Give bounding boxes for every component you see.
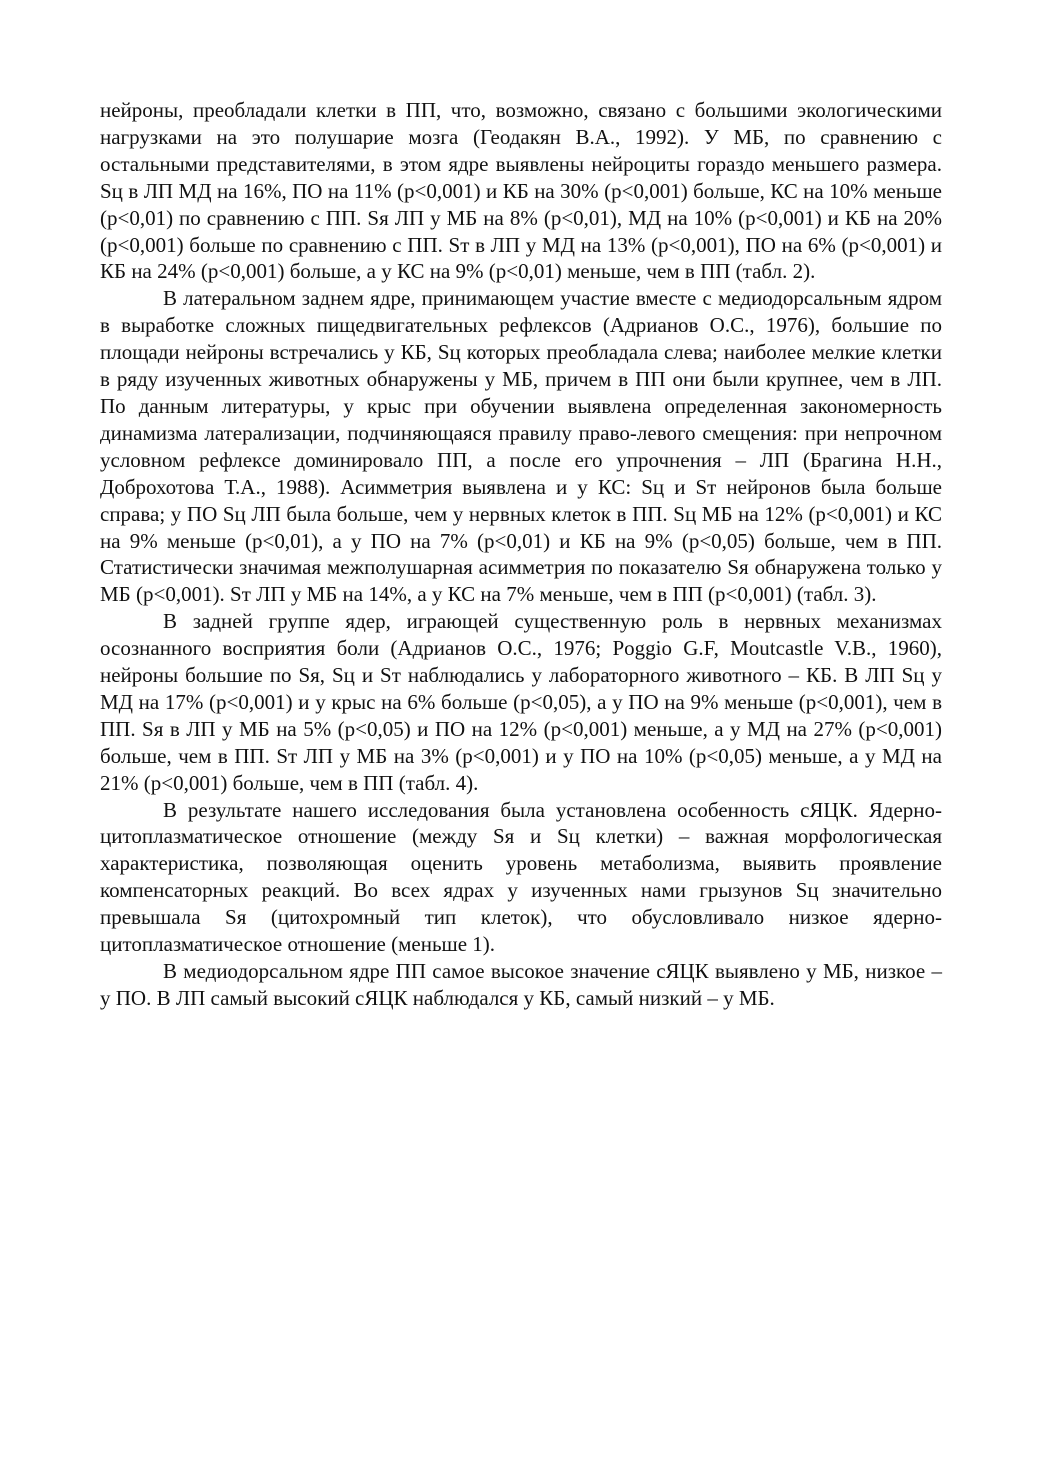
document-page [100, 97, 942, 1012]
paragraph-continuation: нейроны, преобладали клетки в ПП, что, возможно, связано с большими экологическими нагрузками на это полушарие мозга (Геодакян В.А., 1992). У МБ, по сравнению с остальными представителями, в этом ядре выявлены нейроциты гораздо меньшего размера. Sц в ЛП МД на 16%, ПО на 11% (р<0,001) и КБ на 30% (р<0,001) больше, КС на 10% меньше (р<0,01) по сравнению с ПП. Sя ЛП у МБ на 8% (р<0,01), МД на 10% (р<0,001) и КБ на 20% (р<0,001) больше по сравнению с ПП. Sт в ЛП у МД на 13% (р<0,001), ПО на 6% (р<0,001) и КБ на 24% (р<0,001) больше, а у КС на 9% (р<0,01) меньше, чем в ПП (табл. 2). [100, 98, 942, 284]
paragraph-lateral-posterior-nucleus: В латеральном заднем ядре, принимающем участие вместе с медиодорсальным ядром в выработке сложных пищедвигательных рефлексов (Адрианов О.С., 1976), большие по площади нейроны встречались у КБ, Sц которых преобладала слева; наиболее мелкие клетки в ряду изученных животных обнаружены у МБ, причем в ПП они были крупнее, чем в ЛП. По данным литературы, у крыс при обучении выявлена определенная закономерность динамизма латерализации, подчиняющаяся правилу право-левого смещения: при непрочном условном рефлексе доминировало ПП, а после его упрочнения – ЛП (Брагина Н.Н., Доброхотова Т.А., 1988). Асимметрия выявлена и у КС: Sц и Sт нейронов была больше справа; у ПО Sц ЛП была больше, чем у нервных клеток в ПП. Sц МБ на 12% (р<0,001) и КС на 9% меньше (р<0,01), а у ПО на 7% (р<0,01) и КБ на 9% (р<0,05) больше, чем в ПП. Статистически значимая межполушарная асимметрия по показателю Sя обнаружена только у МБ (р<0,001). Sт ЛП у МБ на 14%, а у КС на 7% меньше, чем в ПП (р<0,001) (табл. 3). [100, 286, 942, 607]
paragraph-posterior-nuclei-group: В задней группе ядер, играющей существенную роль в нервных механизмах осознанного восприятия боли (Адрианов О.С., 1976; Poggio G.F, Moutcastle V.B., 1960), нейроны большие по Sя, Sц и Sт наблюдались у лабораторного животного – КБ. В ЛП Sц у МД на 17% (р<0,001) и у крыс на 6% больше (р<0,05), а у ПО на 9% меньше (р<0,001), чем в ПП. Sя в ЛП у МБ на 5% (р<0,05) и ПО на 12% (р<0,001) меньше, а у МД на 27% (р<0,001) больше, чем в ПП. Sт ЛП у МБ на 3% (р<0,001) и у ПО на 10% (р<0,05) меньше, а у МД на 21% (р<0,001) больше, чем в ПП (табл. 4). [100, 609, 942, 795]
paragraph-mediodorsal-nucleus: В медиодорсальном ядре ПП самое высокое значение сЯЦК выявлено у МБ, низкое – у ПО. В ЛП самый высокий сЯЦК наблюдался у КБ, самый низкий – у МБ. [100, 959, 942, 1010]
paragraph-nuclear-cytoplasmic-ratio: В результате нашего исследования была установлена особенность сЯЦК. Ядерно-цитоплазматическое отношение (между Sя и Sц клетки) – важная морфологическая характеристика, позволяющая оценить уровень метаболизма, выявить проявление компенсаторных реакций. Во всех ядрах у изученных нами грызунов Sц значительно превышала Sя (цитохромный тип клеток), что обусловливало низкое ядерно-цитоплазматическое отношение (меньше 1). [100, 797, 942, 957]
